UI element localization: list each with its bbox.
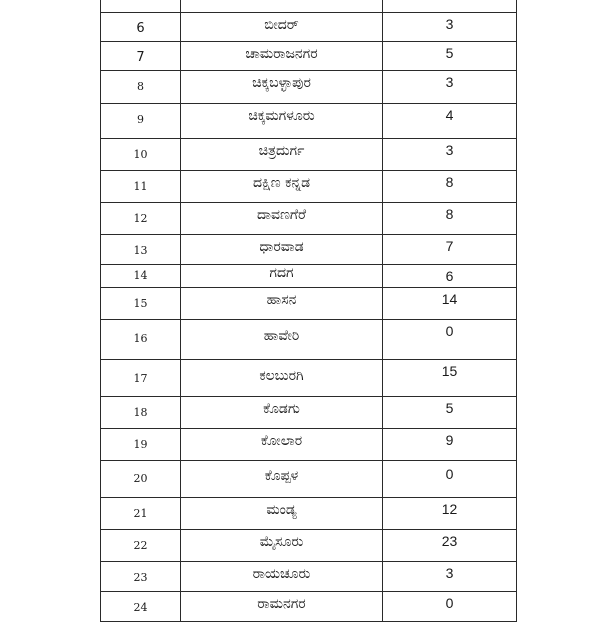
count-cell: 14 <box>383 288 517 320</box>
count-cell: 0 <box>383 592 517 622</box>
table-row <box>101 320 517 360</box>
table-row <box>101 461 517 498</box>
count-cell: 23 <box>383 530 517 562</box>
serial-number-cell: 16 <box>101 320 181 360</box>
serial-number-cell: 24 <box>101 592 181 622</box>
table-row <box>101 203 517 235</box>
district-name-cell: ಚಿಕ್ಕಬಳ್ಳಾಪುರ <box>181 71 383 104</box>
serial-number-cell: 19 <box>101 429 181 461</box>
count-cell: 0 <box>383 320 517 360</box>
table-row <box>101 235 517 265</box>
serial-number-cell: 15 <box>101 288 181 320</box>
count-cell: 4 <box>383 104 517 139</box>
district-name-cell: ರಾಯಚೂರು <box>181 562 383 592</box>
table-row <box>101 397 517 429</box>
serial-number-cell: 22 <box>101 530 181 562</box>
table-row <box>101 0 517 13</box>
serial-number-cell <box>101 0 181 13</box>
serial-number-cell: 14 <box>101 265 181 288</box>
district-name-cell: ಹಾವೇರಿ <box>181 320 383 360</box>
district-name-cell: ಮೈಸೂರು <box>181 530 383 562</box>
table-row <box>101 13 517 42</box>
table-row <box>101 429 517 461</box>
serial-number-cell: 17 <box>101 360 181 397</box>
count-cell: 3 <box>383 562 517 592</box>
district-name-cell: ರಾಮನಗರ <box>181 592 383 622</box>
table-row <box>101 104 517 139</box>
count-cell: 3 <box>383 13 517 42</box>
table-row <box>101 288 517 320</box>
count-cell: 8 <box>383 203 517 235</box>
table-row <box>101 562 517 592</box>
district-name-cell: ಕೋಲಾರ <box>181 429 383 461</box>
table-row <box>101 71 517 104</box>
district-name-cell: ದಕ್ಷಿಣ ಕನ್ನಡ <box>181 171 383 203</box>
count-cell: 15 <box>383 360 517 397</box>
serial-number-cell: 21 <box>101 498 181 530</box>
table-row <box>101 498 517 530</box>
count-cell: 12 <box>383 498 517 530</box>
table-row <box>101 42 517 71</box>
count-cell: 3 <box>383 139 517 171</box>
district-table <box>100 0 517 622</box>
serial-number-cell: 6 <box>101 13 181 42</box>
table-row <box>101 592 517 622</box>
serial-number-cell: 10 <box>101 139 181 171</box>
count-cell <box>383 0 517 13</box>
serial-number-cell: 8 <box>101 71 181 104</box>
serial-number-cell: 23 <box>101 562 181 592</box>
serial-number-cell: 18 <box>101 397 181 429</box>
district-name-cell: ಚಿತ್ರದುರ್ಗ <box>181 139 383 171</box>
district-name-cell: ಧಾರವಾಡ <box>181 235 383 265</box>
district-name-cell: ಮಂಡ್ಯ <box>181 498 383 530</box>
district-name-cell <box>181 0 383 13</box>
count-cell: 5 <box>383 397 517 429</box>
district-name-cell: ಬೀದರ್ <box>181 13 383 42</box>
district-name-cell: ಚಿಕ್ಕಮಗಳೂರು <box>181 104 383 139</box>
table-row <box>101 139 517 171</box>
count-cell: 7 <box>383 235 517 265</box>
serial-number-cell: 20 <box>101 461 181 498</box>
count-cell: 3 <box>383 71 517 104</box>
table-row <box>101 171 517 203</box>
serial-number-cell: 11 <box>101 171 181 203</box>
district-name-cell: ಕೊಪ್ಪಳ <box>181 461 383 498</box>
table-row <box>101 265 517 288</box>
district-name-cell: ದಾವಣಗೆರೆ <box>181 203 383 235</box>
district-name-cell: ಹಾಸನ <box>181 288 383 320</box>
district-name-cell: ಕಲಬುರಗಿ <box>181 360 383 397</box>
serial-number-cell: 12 <box>101 203 181 235</box>
table-row <box>101 360 517 397</box>
count-cell: 9 <box>383 429 517 461</box>
district-name-cell: ಗದಗ <box>181 265 383 288</box>
count-cell: 8 <box>383 171 517 203</box>
count-cell: 6 <box>383 265 517 288</box>
serial-number-cell: 13 <box>101 235 181 265</box>
count-cell: 0 <box>383 461 517 498</box>
district-name-cell: ಚಾಮರಾಜನಗರ <box>181 42 383 71</box>
serial-number-cell: 7 <box>101 42 181 71</box>
table-row <box>101 530 517 562</box>
district-name-cell: ಕೊಡಗು <box>181 397 383 429</box>
count-cell: 5 <box>383 42 517 71</box>
serial-number-cell: 9 <box>101 104 181 139</box>
